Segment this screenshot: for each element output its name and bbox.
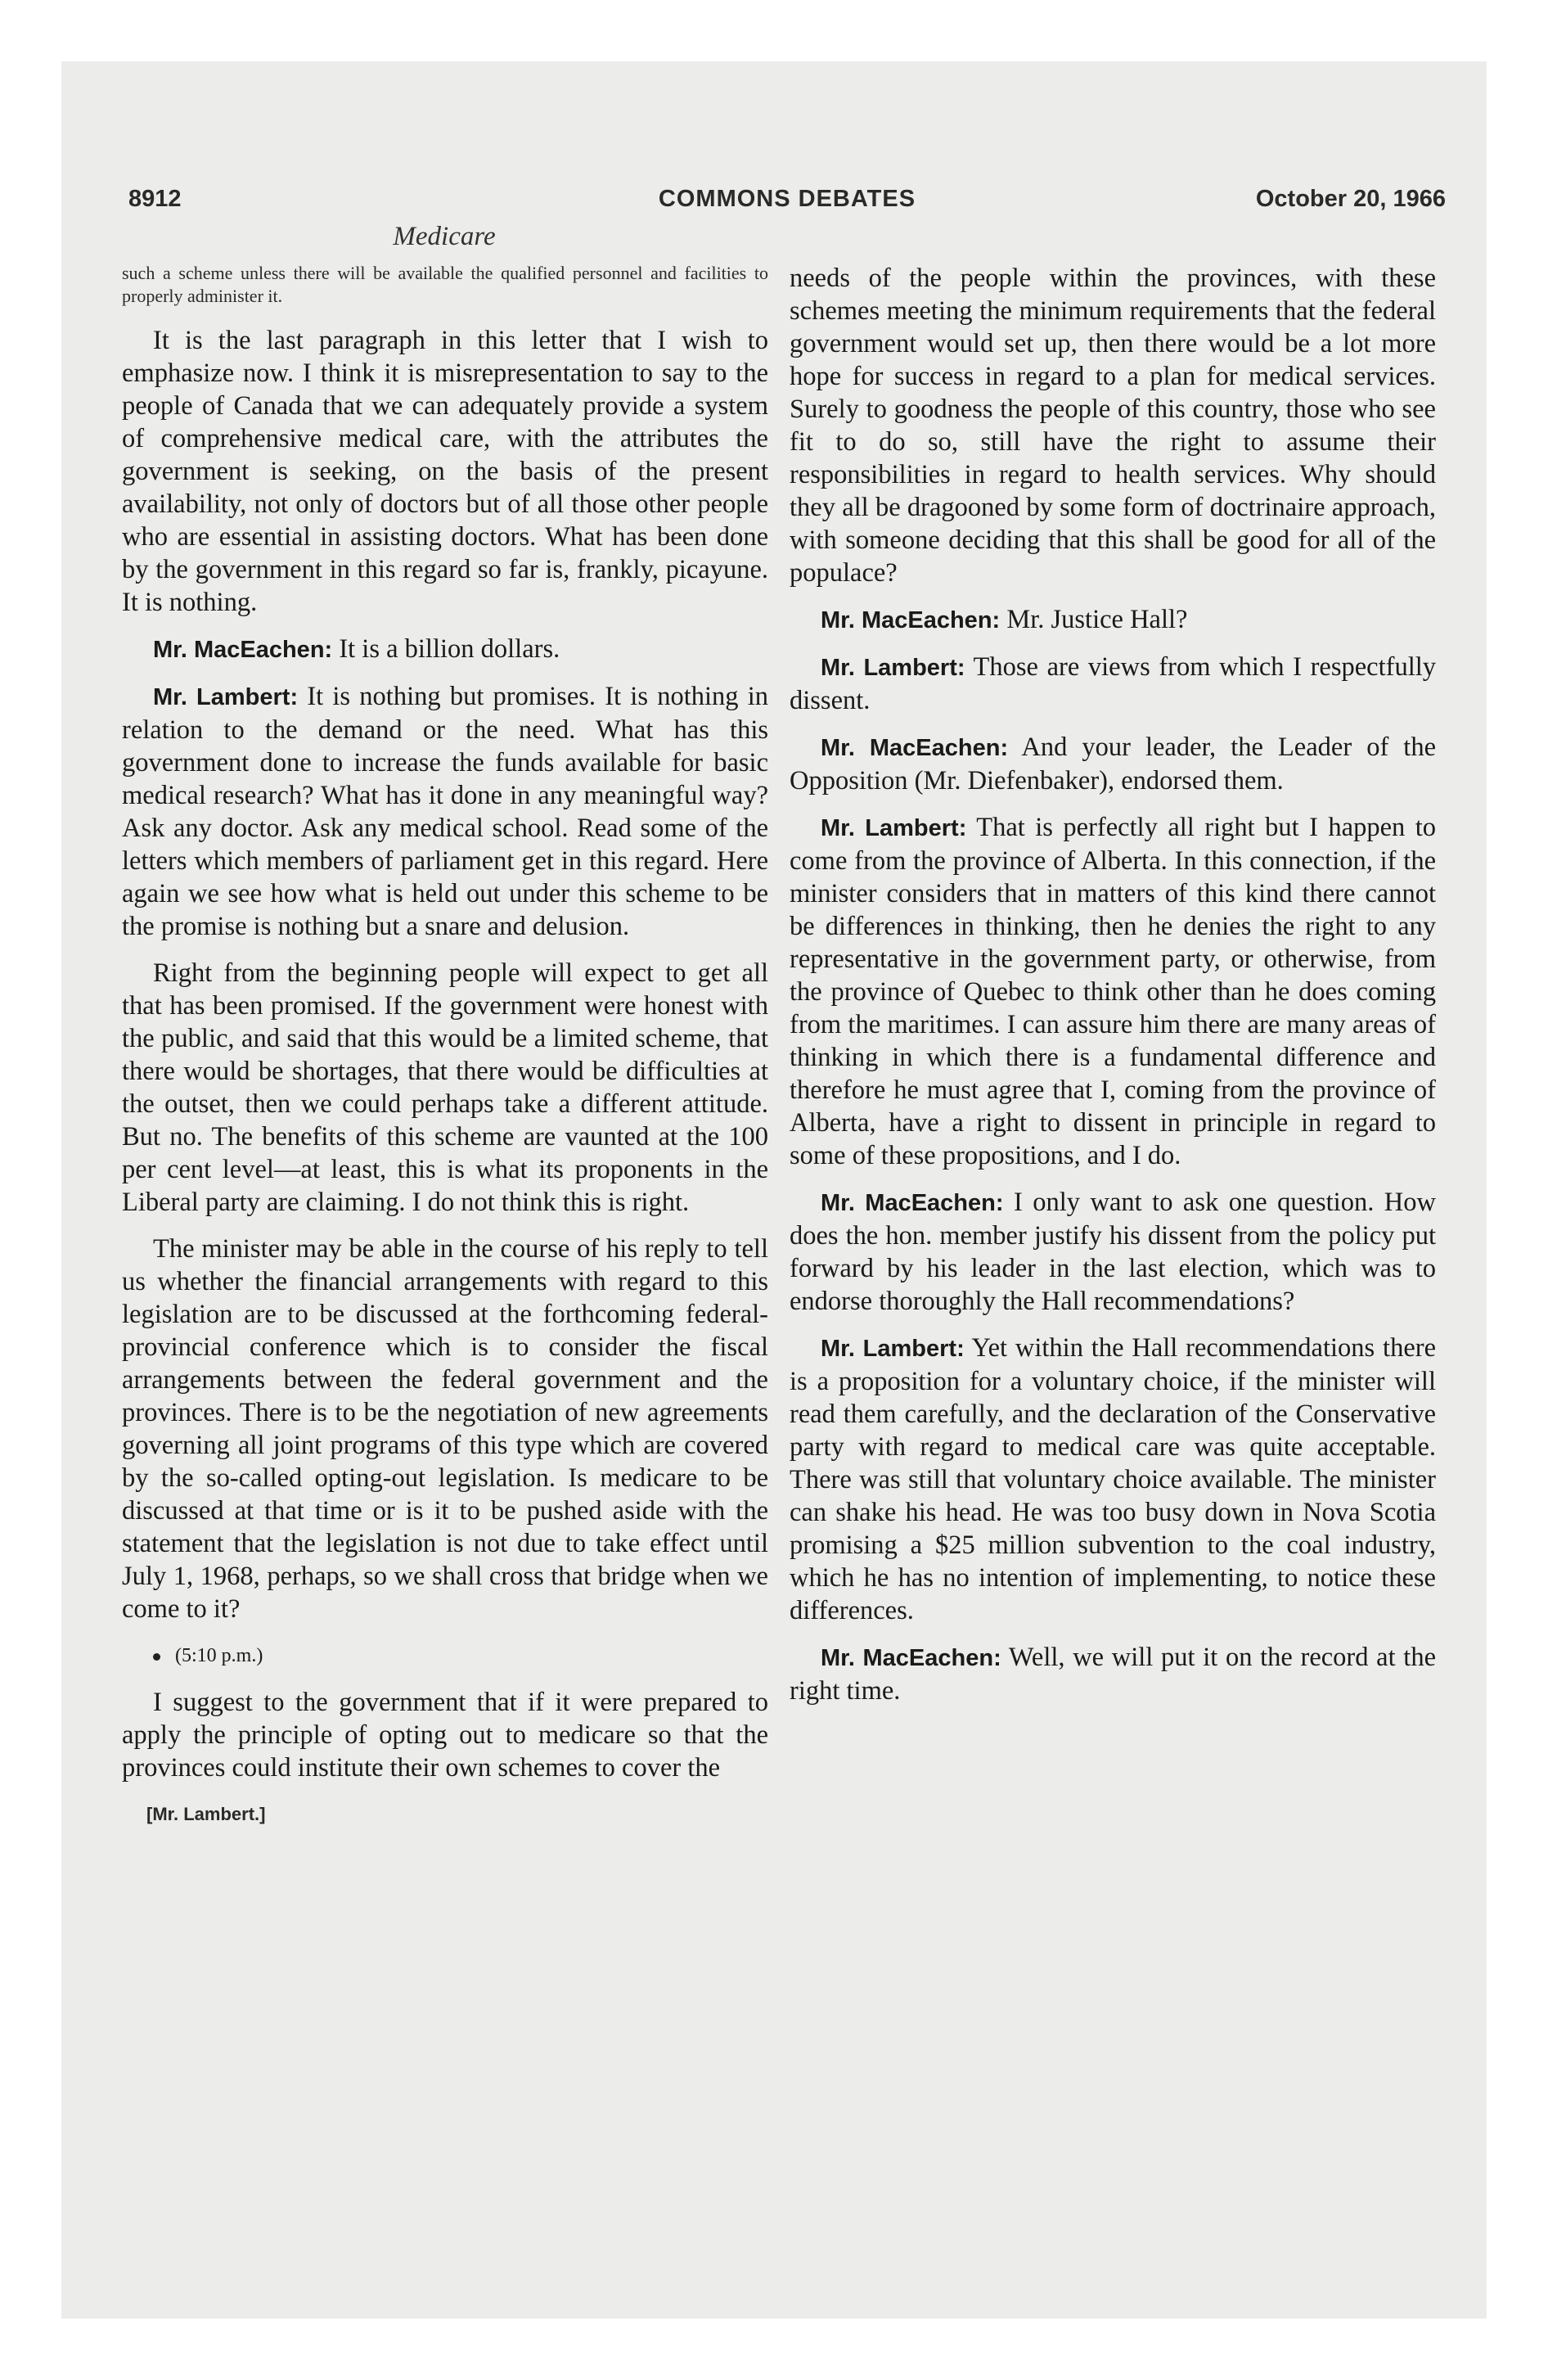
speech-text: And your leader, the Leader of the Opposition (Mr. Diefenbaker), endorsed them. — [790, 732, 1437, 796]
left-column — [122, 262, 768, 1831]
page-header — [128, 186, 1446, 227]
bullet-icon — [153, 1653, 160, 1661]
page-number: 8912 — [128, 186, 182, 212]
speech-text: Well, we will put it on the record at the right time. — [790, 1643, 1437, 1706]
subject-heading: Medicare — [393, 222, 496, 251]
speaker-name: Mr. MacEachen: — [821, 1190, 1004, 1216]
timestamp-text: (5:10 p.m.) — [175, 1645, 263, 1666]
speech-text: I only want to ask one question. How does the hon. member justify his dissent from the policy put forward by his leader in the last election, which was to endorse thoroughly the Hall recommendations? — [790, 1188, 1436, 1316]
timestamp — [122, 1639, 768, 1672]
speech — [790, 651, 1436, 717]
speech — [790, 731, 1436, 797]
speaker-footer: [Mr. Lambert.] — [146, 1804, 266, 1824]
issue-date: October 20, 1966 — [1255, 186, 1446, 212]
speech-text: Those are views from which I respectfully dissent. — [790, 652, 1437, 715]
speech — [790, 811, 1436, 1172]
speaker-name: Mr. Lambert: — [153, 684, 299, 710]
speaker-name: Mr. Lambert: — [821, 815, 967, 841]
speech-text: Mr. Justice Hall? — [1000, 605, 1188, 634]
speech — [790, 1641, 1436, 1707]
speaker-name: Mr. MacEachen: — [821, 735, 1009, 761]
speech — [122, 633, 768, 666]
paragraph: The minister may be able in the course of his reply to tell us whether the financial arrangements with regard to this legislation are to be discussed at the forthcoming federal-provincial conference which is to consider the fiscal arrangements between the federal government and the provinces. There is to be the negotiation of new agreements governing all joint programs of this type which are covered by the so-called opting-out legislation. Is medicare to be discussed at that time or is it to be pushed aside with the statement that the legislation is not due to take effect until July 1, 1968, perhaps, so we shall cross that bridge when we come to it? — [122, 1234, 768, 1624]
speech — [790, 603, 1436, 637]
quoted-letter-end: such a scheme unless there will be available the qualified personnel and facilities to properly administer it. — [122, 263, 768, 306]
page-sheet — [61, 61, 1487, 2319]
paragraph: needs of the people within the provinces, with these schemes meeting the minimum requirements that the federal government would set up, then there would be a lot more hope for success in regard to a plan for medical services. Surely to goodness the people of this country, those who see fit to do so, still have the right to assume their responsibilities in regard to health services. Why should they all be dragooned by some form of doctrinaire approach, with someone deciding that this shall be good for all of the populace? — [790, 264, 1436, 588]
speaker-name: Mr. MacEachen: — [153, 637, 333, 663]
speech-text: That is perfectly all right but I happen to come from the province of Alberta. In this connection, if the minister considers that in matters of this kind there cannot be differences in thinking, then he denies the right to any representative in the government party, or otherwise, from the province of Quebec to think other than he does coming from the maritimes. I can assure him there are many areas of thinking in which there is a fundamental difference and therefore he must agree that I, coming from the province of Alberta, have a right to dissent in principle in regard to some of these propositions, and I do. — [790, 813, 1436, 1170]
speech — [790, 1332, 1436, 1627]
speech-text: Yet within the Hall recommendations there is a proposition for a voluntary choice, if the minister will read them carefully, and the declaration of the Conservative party with regard to medical care was quite acceptable. There was still that voluntary choice available. The minister can shake his head. He was too busy down in Nova Scotia promising a $25 million subvention to the coal industry, which he has no intention of implementing, to notice these differences. — [790, 1333, 1436, 1625]
right-column — [790, 262, 1436, 1721]
publication-title: COMMONS DEBATES — [658, 186, 916, 212]
speech — [122, 680, 768, 943]
speaker-name: Mr. Lambert: — [821, 655, 965, 681]
speech-text: It is nothing but promises. It is nothing in relation to the demand or the need. What has this government done to increase the funds available for basic medical research? What has it done in any meaningful way? Ask any doctor. Ask any medical school. Read some of the letters which members of parliament get in this regard. Here again we see how what is held out under this scheme to be the promise is nothing but a snare and delusion. — [122, 682, 769, 941]
paragraph: It is the last paragraph in this letter that I wish to emphasize now. I think it is misrepresentation to say to the people of Canada that we can adequately provide a system of comprehensive medical care, with the attributes the government is seeking, on the basis of the present availability, not only of doctors but of all those other people who are essential in assisting doctors. What has been done by the government in this regard so far is, frankly, picayune. It is nothing. — [122, 326, 768, 617]
speaker-name: Mr. Lambert: — [821, 1336, 965, 1362]
paragraph: Right from the beginning people will expect to get all that has been promised. If the government were honest with the public, and said that this would be a limited scheme, that there would be shortages, that there would be difficulties at the outset, then we could perhaps take a different attitude. But no. The benefits of this scheme are vaunted at the 100 per cent level—at least, this is what its proponents in the Liberal party are claiming. I do not think this is right. — [122, 958, 768, 1217]
speaker-name: Mr. MacEachen: — [821, 1645, 1001, 1671]
speaker-name: Mr. MacEachen: — [821, 607, 1001, 633]
paragraph: I suggest to the government that if it were prepared to apply the principle of opting out to medicare so that the provinces could institute their own schemes to cover the — [122, 1688, 768, 1783]
speech-text: It is a billion dollars. — [332, 634, 560, 664]
speech — [790, 1186, 1436, 1318]
